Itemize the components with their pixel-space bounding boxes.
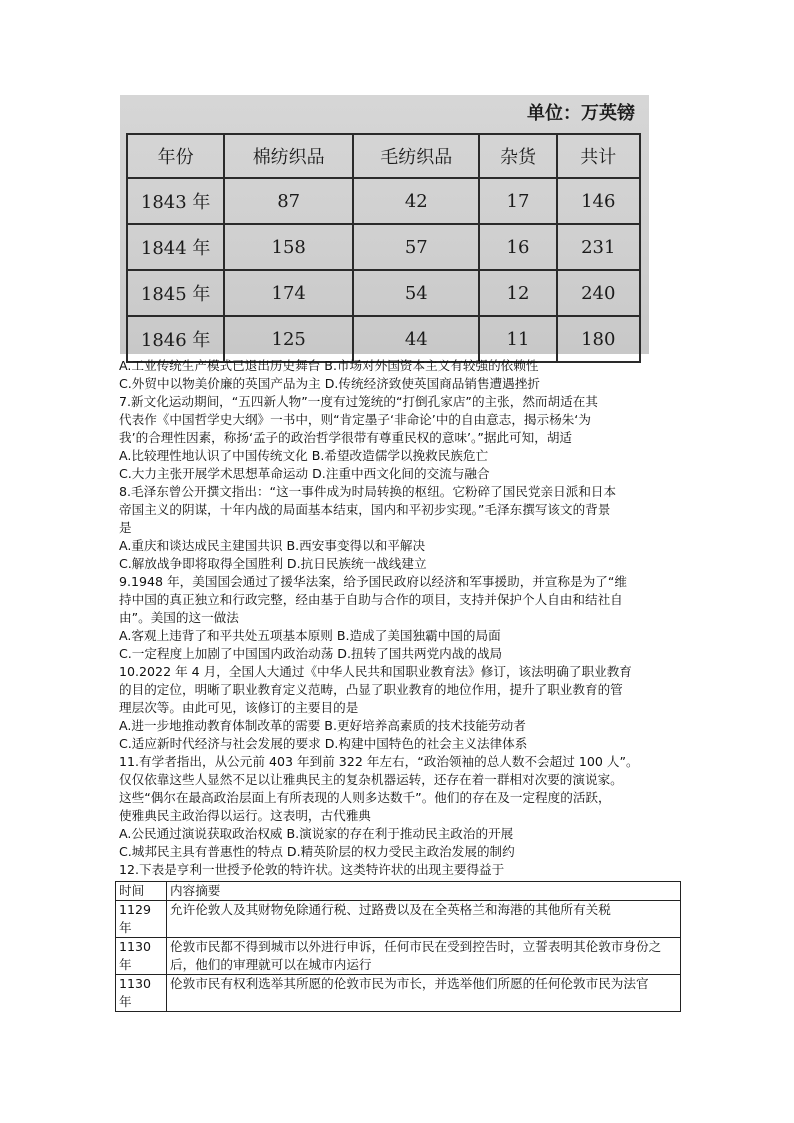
table-header-cell: 棉纺织品 bbox=[224, 134, 353, 178]
text-line: 仅仅依靠这些人显然不足以让雅典民主的复杂机器运转，还存在着一群相对次要的演说家。 bbox=[119, 772, 623, 787]
table-cell: 1130 年 bbox=[116, 938, 167, 975]
text-line: C.适应新时代经济与社会发展的要求 D.构建中国特色的社会主义法律体系 bbox=[119, 736, 528, 751]
text-line: A.工业传统生产模式已退出历史舞台 B.市场对外国资本主义有较强的依赖性 bbox=[119, 358, 539, 373]
text-line: C.外贸中以物美价廉的英国产品为主 D.传统经济致使英国商品销售遭遇挫折 bbox=[119, 376, 540, 391]
table-cell: 11 bbox=[479, 316, 556, 362]
text-line: 12.下表是亨利一世授予伦敦的特许状。这类特许状的出现主要得益于 bbox=[119, 862, 505, 877]
table-header-cell: 共计 bbox=[557, 134, 640, 178]
table-row bbox=[116, 901, 681, 938]
table-header-row bbox=[127, 134, 640, 178]
text-line: 这些“偶尔在最高政治层面上有所表现的人则多达数千”。他们的存在及一定程度的活跃， bbox=[119, 790, 611, 805]
table-row bbox=[127, 316, 640, 362]
table-header-cell: 时间 bbox=[116, 882, 167, 901]
text-line: 10.2022 年 4 月，全国人大通过《中华人民共和国职业教育法》修订，该法明确了职业教育 bbox=[119, 664, 632, 679]
text-line: 帝国主义的阴谋，十年内战的局面基本结束，国内和平初步实现。”毛泽东撰写该文的背景 bbox=[119, 502, 611, 517]
text-line: A.重庆和谈达成民主建国共识 B.西安事变得以和平解决 bbox=[119, 538, 426, 553]
text-line: C.大力主张开展学术思想革命运动 D.注重中西文化间的交流与融合 bbox=[119, 466, 490, 481]
text-line: 7.新文化运动期间，“五四新人物”一度有过笼统的“打倒孔家店”的主张，然而胡适在其 bbox=[119, 394, 598, 409]
text-line: C.城邦民主具有普惠性的特点 D.精英阶层的权力受民主政治发展的制约 bbox=[119, 844, 515, 859]
text-line: A.客观上违背了和平共处五项基本原则 B.造成了美国独霸中国的局面 bbox=[119, 628, 501, 643]
table-row bbox=[127, 224, 640, 270]
text-line: 11.有学者指出，从公元前 403 年到前 322 年左右，“政治领袖的总人数不会超过 100 人”。 bbox=[119, 754, 639, 769]
table-cell: 1843 年 bbox=[127, 178, 224, 224]
table-header-cell: 杂货 bbox=[479, 134, 556, 178]
table-row bbox=[127, 178, 640, 224]
text-line: A.公民通过演说获取政治权威 B.演说家的存在利于推动民主政治的开展 bbox=[119, 826, 514, 841]
text-line: 8.毛泽东曾公开撰文指出：“这一事件成为时局转换的枢纽。它粉碎了国民党亲日派和日本 bbox=[119, 484, 617, 499]
text-line: 的目的定位，明晰了职业教育定义范畴，凸显了职业教育的地位作用，提升了职业教育的管 bbox=[119, 682, 623, 697]
text-line: 9.1948 年，美国国会通过了援华法案，给予国民政府以经济和军事援助，并宣称是为了“维 bbox=[119, 574, 627, 589]
table-header-row bbox=[116, 882, 681, 901]
table-cell: 87 bbox=[224, 178, 353, 224]
table-cell: 57 bbox=[353, 224, 479, 270]
table-cell: 1129 年 bbox=[116, 901, 167, 938]
text-line: A.进一步地推动教育体制改革的需要 B.更好培养高素质的技术技能劳动者 bbox=[119, 718, 526, 733]
charter-table bbox=[115, 881, 681, 1012]
table-cell: 146 bbox=[557, 178, 640, 224]
text-line: 我’的合理性因素，称扬‘孟子的政治哲学很带有尊重民权的意味’。”据此可知，胡适 bbox=[119, 430, 573, 445]
text-line: 持中国的真正独立和行政完整，经由基于自助与合作的项目，支持并保护个人自由和结社自 bbox=[119, 592, 623, 607]
table-cell: 54 bbox=[353, 270, 479, 316]
unit-label: 单位：万英镑 bbox=[527, 103, 635, 124]
exports-table bbox=[126, 133, 641, 363]
exports-table-photo bbox=[120, 95, 649, 354]
table-row bbox=[116, 938, 681, 975]
text-line: 是 bbox=[119, 520, 132, 535]
table-cell: 允许伦敦人及其财物免除通行税、过路费以及在全英格兰和海港的其他所有关税 bbox=[167, 901, 681, 938]
table-cell: 240 bbox=[557, 270, 640, 316]
text-line: 由”。美国的这一做法 bbox=[119, 610, 239, 625]
table-cell: 伦敦市民都不得到城市以外进行申诉，任何市民在受到控告时，立誓表明其伦敦市身份之后，他们的审理就可以在城市内运行 bbox=[167, 938, 681, 975]
table-row bbox=[127, 270, 640, 316]
text-line: 代表作《中国哲学史大纲》一书中，则“肯定墨子‘非命论’中的自由意志，揭示杨朱‘为 bbox=[119, 412, 591, 427]
table-header-cell: 内容摘要 bbox=[167, 882, 681, 901]
table-cell: 174 bbox=[224, 270, 353, 316]
table-cell: 1130 年 bbox=[116, 975, 167, 1012]
table-cell: 1844 年 bbox=[127, 224, 224, 270]
table-cell: 12 bbox=[479, 270, 556, 316]
text-line: C.一定程度上加剧了中国国内政治动荡 D.扭转了国共两党内战的战局 bbox=[119, 646, 503, 661]
table-cell: 158 bbox=[224, 224, 353, 270]
table-cell: 180 bbox=[557, 316, 640, 362]
table-row bbox=[116, 975, 681, 1012]
text-line: C.解放战争即将取得全国胜利 D.抗日民族统一战线建立 bbox=[119, 556, 427, 571]
table-cell: 伦敦市民有权利选举其所愿的伦敦市民为市长，并选举他们所愿的任何伦敦市民为法官 bbox=[167, 975, 681, 1012]
table-cell: 16 bbox=[479, 224, 556, 270]
table-cell: 1846 年 bbox=[127, 316, 224, 362]
table-cell: 1845 年 bbox=[127, 270, 224, 316]
question-text bbox=[119, 357, 679, 879]
table-cell: 42 bbox=[353, 178, 479, 224]
table-cell: 44 bbox=[353, 316, 479, 362]
text-line: 使雅典民主政治得以运行。这表明，古代雅典 bbox=[119, 808, 371, 823]
text-line: A.比较理性地认识了中国传统文化 B.希望改造儒学以挽救民族危亡 bbox=[119, 448, 489, 463]
table-cell: 17 bbox=[479, 178, 556, 224]
table-cell: 125 bbox=[224, 316, 353, 362]
text-line: 理层次等。由此可见，该修订的主要目的是 bbox=[119, 700, 359, 715]
table-header-cell: 年份 bbox=[127, 134, 224, 178]
table-header-cell: 毛纺织品 bbox=[353, 134, 479, 178]
table-cell: 231 bbox=[557, 224, 640, 270]
